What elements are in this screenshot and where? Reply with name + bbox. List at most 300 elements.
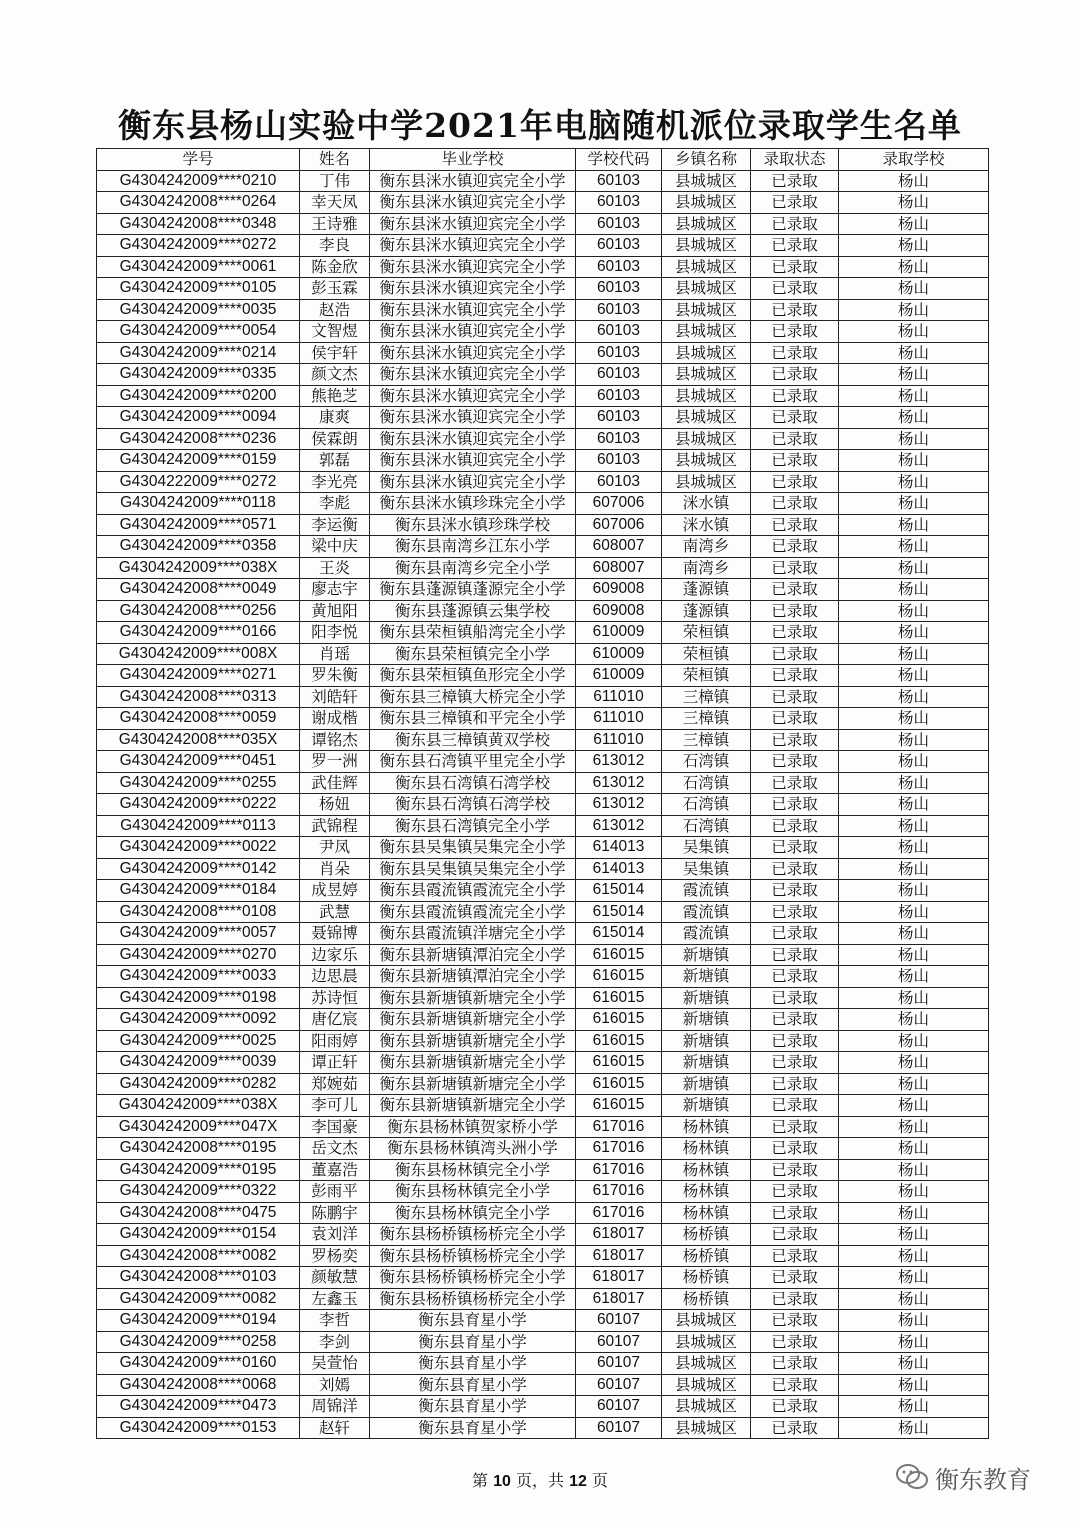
graduated-school-cell: 衡东县洣水镇迎宾完全小学	[370, 342, 576, 364]
admitting-school-cell: 杨山	[839, 837, 989, 859]
admitting-school-cell: 杨山	[839, 1116, 989, 1138]
admitting-school-cell: 杨山	[839, 923, 989, 945]
school-code-cell: 60103	[576, 299, 662, 321]
graduated-school-cell: 衡东县洣水镇迎宾完全小学	[370, 450, 576, 472]
admitting-school-cell: 杨山	[839, 514, 989, 536]
admission-status-cell: 已录取	[751, 1181, 839, 1203]
table-row	[97, 1095, 989, 1117]
school-code-cell: 613012	[576, 815, 662, 837]
wechat-icon	[895, 1462, 929, 1492]
student-id-cell: G4304242009****0142	[97, 858, 300, 880]
school-code-cell: 616015	[576, 987, 662, 1009]
town-cell: 南湾乡	[662, 557, 751, 579]
town-cell: 县城城区	[662, 385, 751, 407]
town-cell: 县城城区	[662, 364, 751, 386]
admission-status-cell: 已录取	[751, 385, 839, 407]
admission-status-cell: 已录取	[751, 321, 839, 343]
admission-status-cell: 已录取	[751, 364, 839, 386]
student-name-cell: 陈鹏宇	[300, 1202, 370, 1224]
town-cell: 县城城区	[662, 471, 751, 493]
school-code-cell: 60107	[576, 1331, 662, 1353]
school-code-cell: 60107	[576, 1396, 662, 1418]
graduated-school-cell: 衡东县南湾乡江东小学	[370, 536, 576, 558]
school-code-cell: 610009	[576, 643, 662, 665]
student-id-cell: G4304242009****008X	[97, 643, 300, 665]
admission-status-cell: 已录取	[751, 880, 839, 902]
school-code-cell: 60103	[576, 192, 662, 214]
admitting-school-cell: 杨山	[839, 1052, 989, 1074]
admission-status-cell: 已录取	[751, 837, 839, 859]
graduated-school-cell: 衡东县育星小学	[370, 1353, 576, 1375]
graduated-school-cell: 衡东县霞流镇洋塘完全小学	[370, 923, 576, 945]
table-row	[97, 364, 989, 386]
graduated-school-cell: 衡东县育星小学	[370, 1417, 576, 1439]
student-name-cell: 李光亮	[300, 471, 370, 493]
student-id-cell: G4304242009****0258	[97, 1331, 300, 1353]
graduated-school-cell: 衡东县石湾镇平里完全小学	[370, 751, 576, 773]
town-cell: 杨林镇	[662, 1181, 751, 1203]
admission-status-cell: 已录取	[751, 514, 839, 536]
student-name-cell: 成昱婷	[300, 880, 370, 902]
graduated-school-cell: 衡东县杨桥镇杨桥完全小学	[370, 1288, 576, 1310]
admitting-school-cell: 杨山	[839, 622, 989, 644]
graduated-school-cell: 衡东县杨林镇完全小学	[370, 1181, 576, 1203]
graduated-school-cell: 衡东县洣水镇珍珠学校	[370, 514, 576, 536]
footer-prefix: 第	[472, 1471, 494, 1490]
student-id-cell: G4304242009****0194	[97, 1310, 300, 1332]
town-cell: 杨林镇	[662, 1138, 751, 1160]
table-row	[97, 235, 989, 257]
student-id-cell: G4304242009****0210	[97, 170, 300, 192]
town-cell: 新塘镇	[662, 1052, 751, 1074]
student-id-cell: G4304242008****0195	[97, 1138, 300, 1160]
admitting-school-cell: 杨山	[839, 1073, 989, 1095]
footer-total-pages: 12	[569, 1473, 587, 1490]
admitting-school-cell: 杨山	[839, 364, 989, 386]
graduated-school-cell: 衡东县三樟镇和平完全小学	[370, 708, 576, 730]
student-id-cell: G4304242009****0473	[97, 1396, 300, 1418]
admitting-school-cell: 杨山	[839, 1202, 989, 1224]
graduated-school-cell: 衡东县石湾镇石湾学校	[370, 772, 576, 794]
student-id-cell: G4304242009****0025	[97, 1030, 300, 1052]
admission-status-cell: 已录取	[751, 944, 839, 966]
school-code-cell: 60103	[576, 450, 662, 472]
admitting-school-cell: 杨山	[839, 235, 989, 257]
graduated-school-cell: 衡东县杨林镇完全小学	[370, 1159, 576, 1181]
admission-status-cell: 已录取	[751, 622, 839, 644]
school-code-cell: 607006	[576, 493, 662, 515]
admitting-school-cell: 杨山	[839, 536, 989, 558]
school-code-cell: 609008	[576, 579, 662, 601]
student-name-cell: 赵轩	[300, 1417, 370, 1439]
school-code-cell: 610009	[576, 665, 662, 687]
student-id-cell: G4304242009****0154	[97, 1224, 300, 1246]
student-name-cell: 唐亿宸	[300, 1009, 370, 1031]
town-cell: 县城城区	[662, 1396, 751, 1418]
student-name-cell: 董嘉浩	[300, 1159, 370, 1181]
town-cell: 县城城区	[662, 428, 751, 450]
table-row	[97, 536, 989, 558]
admission-status-cell: 已录取	[751, 923, 839, 945]
admitting-school-cell: 杨山	[839, 1095, 989, 1117]
footer-suffix: 页	[586, 1471, 608, 1490]
school-code-cell: 616015	[576, 966, 662, 988]
watermark	[895, 1460, 1031, 1494]
table-row	[97, 600, 989, 622]
student-id-cell: G4304242009****0105	[97, 278, 300, 300]
table-row	[97, 1009, 989, 1031]
student-id-cell: G4304242009****0118	[97, 493, 300, 515]
graduated-school-cell: 衡东县洣水镇迎宾完全小学	[370, 428, 576, 450]
table-row	[97, 858, 989, 880]
town-cell: 杨林镇	[662, 1202, 751, 1224]
student-id-cell: G4304242009****0057	[97, 923, 300, 945]
student-name-cell: 李彪	[300, 493, 370, 515]
student-id-cell: G4304242009****0033	[97, 966, 300, 988]
school-code-cell: 618017	[576, 1267, 662, 1289]
admission-status-cell: 已录取	[751, 428, 839, 450]
student-id-cell: G4304242008****0348	[97, 213, 300, 235]
town-cell: 新塘镇	[662, 944, 751, 966]
graduated-school-cell: 衡东县新塘镇潭泊完全小学	[370, 966, 576, 988]
school-code-cell: 613012	[576, 751, 662, 773]
header-name: 姓名	[300, 149, 370, 171]
admission-status-cell: 已录取	[751, 256, 839, 278]
table-row	[97, 686, 989, 708]
admission-status-cell: 已录取	[751, 170, 839, 192]
student-name-cell: 王炎	[300, 557, 370, 579]
admitting-school-cell: 杨山	[839, 600, 989, 622]
graduated-school-cell: 衡东县洣水镇迎宾完全小学	[370, 170, 576, 192]
header-graduated-school: 毕业学校	[370, 149, 576, 171]
admitting-school-cell: 杨山	[839, 901, 989, 923]
student-id-cell: G4304242009****038X	[97, 557, 300, 579]
admission-status-cell: 已录取	[751, 772, 839, 794]
admission-status-cell: 已录取	[751, 299, 839, 321]
admission-status-cell: 已录取	[751, 557, 839, 579]
admission-status-cell: 已录取	[751, 751, 839, 773]
admission-status-cell: 已录取	[751, 1138, 839, 1160]
school-code-cell: 60103	[576, 235, 662, 257]
admission-status-cell: 已录取	[751, 213, 839, 235]
table-row	[97, 1073, 989, 1095]
student-id-cell: G4304242009****038X	[97, 1095, 300, 1117]
student-id-cell: G4304242008****0103	[97, 1267, 300, 1289]
admitting-school-cell: 杨山	[839, 1009, 989, 1031]
graduated-school-cell: 衡东县霞流镇霞流完全小学	[370, 901, 576, 923]
admitting-school-cell: 杨山	[839, 471, 989, 493]
school-code-cell: 613012	[576, 772, 662, 794]
town-cell: 杨桥镇	[662, 1288, 751, 1310]
graduated-school-cell: 衡东县三樟镇黄双学校	[370, 729, 576, 751]
student-id-cell: G4304242009****0282	[97, 1073, 300, 1095]
table-row	[97, 794, 989, 816]
student-id-cell: G4304222009****0272	[97, 471, 300, 493]
graduated-school-cell: 衡东县三樟镇大桥完全小学	[370, 686, 576, 708]
town-cell: 杨桥镇	[662, 1267, 751, 1289]
town-cell: 石湾镇	[662, 794, 751, 816]
admission-table	[96, 148, 989, 1439]
table-row	[97, 880, 989, 902]
student-id-cell: G4304242008****035X	[97, 729, 300, 751]
town-cell: 三樟镇	[662, 686, 751, 708]
town-cell: 新塘镇	[662, 1073, 751, 1095]
town-cell: 县城城区	[662, 192, 751, 214]
admitting-school-cell: 杨山	[839, 1245, 989, 1267]
school-code-cell: 60103	[576, 364, 662, 386]
graduated-school-cell: 衡东县新塘镇新塘完全小学	[370, 1095, 576, 1117]
town-cell: 县城城区	[662, 1417, 751, 1439]
table-row	[97, 837, 989, 859]
table-body	[97, 170, 989, 1439]
admitting-school-cell: 杨山	[839, 1030, 989, 1052]
school-code-cell: 607006	[576, 514, 662, 536]
student-name-cell: 刘嫣	[300, 1374, 370, 1396]
student-id-cell: G4304242009****0272	[97, 235, 300, 257]
table-row	[97, 256, 989, 278]
student-name-cell: 幸天凤	[300, 192, 370, 214]
table-row	[97, 772, 989, 794]
student-id-cell: G4304242009****0571	[97, 514, 300, 536]
graduated-school-cell: 衡东县石湾镇石湾学校	[370, 794, 576, 816]
school-code-cell: 616015	[576, 1073, 662, 1095]
graduated-school-cell: 衡东县洣水镇迎宾完全小学	[370, 235, 576, 257]
student-name-cell: 李可儿	[300, 1095, 370, 1117]
school-code-cell: 60107	[576, 1310, 662, 1332]
header-admission-status: 录取状态	[751, 149, 839, 171]
admitting-school-cell: 杨山	[839, 213, 989, 235]
student-name-cell: 熊艳芝	[300, 385, 370, 407]
graduated-school-cell: 衡东县荣桓镇完全小学	[370, 643, 576, 665]
student-name-cell: 武锦程	[300, 815, 370, 837]
student-name-cell: 吴萱怡	[300, 1353, 370, 1375]
town-cell: 霞流镇	[662, 880, 751, 902]
student-name-cell: 边思晨	[300, 966, 370, 988]
table-row	[97, 987, 989, 1009]
admission-status-cell: 已录取	[751, 1095, 839, 1117]
school-code-cell: 611010	[576, 686, 662, 708]
table-row	[97, 170, 989, 192]
admission-status-cell: 已录取	[751, 235, 839, 257]
student-name-cell: 袁刘洋	[300, 1224, 370, 1246]
admission-status-cell: 已录取	[751, 1073, 839, 1095]
admitting-school-cell: 杨山	[839, 665, 989, 687]
town-cell: 石湾镇	[662, 751, 751, 773]
student-name-cell: 罗杨奕	[300, 1245, 370, 1267]
student-name-cell: 武慧	[300, 901, 370, 923]
town-cell: 县城城区	[662, 321, 751, 343]
town-cell: 县城城区	[662, 450, 751, 472]
town-cell: 霞流镇	[662, 901, 751, 923]
student-name-cell: 梁中庆	[300, 536, 370, 558]
school-code-cell: 609008	[576, 600, 662, 622]
admission-status-cell: 已录取	[751, 192, 839, 214]
admitting-school-cell: 杨山	[839, 1288, 989, 1310]
school-code-cell: 617016	[576, 1159, 662, 1181]
admitting-school-cell: 杨山	[839, 278, 989, 300]
student-name-cell: 李哲	[300, 1310, 370, 1332]
town-cell: 县城城区	[662, 407, 751, 429]
town-cell: 杨林镇	[662, 1159, 751, 1181]
town-cell: 荣桓镇	[662, 665, 751, 687]
table-row	[97, 729, 989, 751]
table-row	[97, 1052, 989, 1074]
town-cell: 洣水镇	[662, 514, 751, 536]
student-name-cell: 谢成楷	[300, 708, 370, 730]
town-cell: 县城城区	[662, 1374, 751, 1396]
student-name-cell: 武佳辉	[300, 772, 370, 794]
admission-status-cell: 已录取	[751, 1224, 839, 1246]
school-code-cell: 60103	[576, 385, 662, 407]
admission-status-cell: 已录取	[751, 1396, 839, 1418]
admission-status-cell: 已录取	[751, 579, 839, 601]
admission-status-cell: 已录取	[751, 1245, 839, 1267]
admitting-school-cell: 杨山	[839, 708, 989, 730]
admission-status-cell: 已录取	[751, 1052, 839, 1074]
admitting-school-cell: 杨山	[839, 686, 989, 708]
school-code-cell: 617016	[576, 1116, 662, 1138]
student-name-cell: 聂锦博	[300, 923, 370, 945]
admitting-school-cell: 杨山	[839, 1396, 989, 1418]
table-row	[97, 342, 989, 364]
student-id-cell: G4304242008****0256	[97, 600, 300, 622]
student-name-cell: 王诗雅	[300, 213, 370, 235]
table-row	[97, 1181, 989, 1203]
admitting-school-cell: 杨山	[839, 944, 989, 966]
graduated-school-cell: 衡东县洣水镇珍珠完全小学	[370, 493, 576, 515]
school-code-cell: 60107	[576, 1353, 662, 1375]
school-code-cell: 616015	[576, 1009, 662, 1031]
school-code-cell: 60103	[576, 256, 662, 278]
student-id-cell: G4304242009****0094	[97, 407, 300, 429]
table-row	[97, 1396, 989, 1418]
town-cell: 县城城区	[662, 256, 751, 278]
admission-status-cell: 已录取	[751, 471, 839, 493]
admitting-school-cell: 杨山	[839, 299, 989, 321]
graduated-school-cell: 衡东县洣水镇迎宾完全小学	[370, 471, 576, 493]
town-cell: 吴集镇	[662, 858, 751, 880]
graduated-school-cell: 衡东县洣水镇迎宾完全小学	[370, 256, 576, 278]
admitting-school-cell: 杨山	[839, 815, 989, 837]
town-cell: 新塘镇	[662, 966, 751, 988]
student-name-cell: 刘皓轩	[300, 686, 370, 708]
student-id-cell: G4304242009****0054	[97, 321, 300, 343]
student-id-cell: G4304242009****0214	[97, 342, 300, 364]
admitting-school-cell: 杨山	[839, 579, 989, 601]
table-row	[97, 1224, 989, 1246]
graduated-school-cell: 衡东县新塘镇新塘完全小学	[370, 1030, 576, 1052]
student-id-cell: G4304242009****0198	[97, 987, 300, 1009]
school-code-cell: 616015	[576, 944, 662, 966]
table-row	[97, 1202, 989, 1224]
student-id-cell: G4304242009****0270	[97, 944, 300, 966]
admitting-school-cell: 杨山	[839, 751, 989, 773]
student-name-cell: 肖瑶	[300, 643, 370, 665]
student-name-cell: 文智煜	[300, 321, 370, 343]
admission-status-cell: 已录取	[751, 1374, 839, 1396]
graduated-school-cell: 衡东县杨林镇贺家桥小学	[370, 1116, 576, 1138]
admitting-school-cell: 杨山	[839, 450, 989, 472]
admission-status-cell: 已录取	[751, 493, 839, 515]
student-name-cell: 边家乐	[300, 944, 370, 966]
admission-status-cell: 已录取	[751, 1116, 839, 1138]
student-name-cell: 周锦洋	[300, 1396, 370, 1418]
table-row	[97, 1159, 989, 1181]
town-cell: 县城城区	[662, 213, 751, 235]
graduated-school-cell: 衡东县新塘镇新塘完全小学	[370, 987, 576, 1009]
admitting-school-cell: 杨山	[839, 729, 989, 751]
admission-status-cell: 已录取	[751, 1331, 839, 1353]
admitting-school-cell: 杨山	[839, 1310, 989, 1332]
footer-middle: 页，共	[510, 1471, 570, 1490]
admitting-school-cell: 杨山	[839, 428, 989, 450]
student-name-cell: 彭玉霖	[300, 278, 370, 300]
admission-status-cell: 已录取	[751, 858, 839, 880]
graduated-school-cell: 衡东县新塘镇新塘完全小学	[370, 1052, 576, 1074]
student-name-cell: 颜文杰	[300, 364, 370, 386]
student-name-cell: 杨妞	[300, 794, 370, 816]
admission-status-cell: 已录取	[751, 342, 839, 364]
admission-status-cell: 已录取	[751, 815, 839, 837]
admission-status-cell: 已录取	[751, 450, 839, 472]
student-name-cell: 罗一洲	[300, 751, 370, 773]
student-name-cell: 黄旭阳	[300, 600, 370, 622]
table-row	[97, 815, 989, 837]
student-name-cell: 罗朱衡	[300, 665, 370, 687]
school-code-cell: 618017	[576, 1288, 662, 1310]
graduated-school-cell: 衡东县洣水镇迎宾完全小学	[370, 407, 576, 429]
admission-status-cell: 已录取	[751, 643, 839, 665]
admitting-school-cell: 杨山	[839, 987, 989, 1009]
town-cell: 石湾镇	[662, 815, 751, 837]
graduated-school-cell: 衡东县荣桓镇鱼形完全小学	[370, 665, 576, 687]
table-row	[97, 471, 989, 493]
graduated-school-cell: 衡东县杨林镇完全小学	[370, 1202, 576, 1224]
admission-status-cell: 已录取	[751, 407, 839, 429]
student-id-cell: G4304242009****0035	[97, 299, 300, 321]
student-id-cell: G4304242009****0039	[97, 1052, 300, 1074]
student-id-cell: G4304242009****0222	[97, 794, 300, 816]
graduated-school-cell: 衡东县育星小学	[370, 1310, 576, 1332]
admitting-school-cell: 杨山	[839, 1138, 989, 1160]
student-name-cell: 谭正轩	[300, 1052, 370, 1074]
admitting-school-cell: 杨山	[839, 1159, 989, 1181]
admitting-school-cell: 杨山	[839, 794, 989, 816]
student-name-cell: 谭铭杰	[300, 729, 370, 751]
header-student-id: 学号	[97, 149, 300, 171]
town-cell: 新塘镇	[662, 1030, 751, 1052]
school-code-cell: 615014	[576, 901, 662, 923]
footer-page-number: 10	[493, 1473, 511, 1490]
header-school-code: 学校代码	[576, 149, 662, 171]
table-row	[97, 1417, 989, 1439]
school-code-cell: 60103	[576, 471, 662, 493]
graduated-school-cell: 衡东县洣水镇迎宾完全小学	[370, 385, 576, 407]
student-name-cell: 阳雨婷	[300, 1030, 370, 1052]
student-name-cell: 陈金欣	[300, 256, 370, 278]
student-id-cell: G4304242009****0166	[97, 622, 300, 644]
school-code-cell: 60103	[576, 321, 662, 343]
admission-status-cell: 已录取	[751, 1288, 839, 1310]
student-name-cell: 侯宇轩	[300, 342, 370, 364]
town-cell: 南湾乡	[662, 536, 751, 558]
school-code-cell: 60103	[576, 342, 662, 364]
table-row	[97, 385, 989, 407]
town-cell: 县城城区	[662, 1310, 751, 1332]
admission-status-cell: 已录取	[751, 686, 839, 708]
admitting-school-cell: 杨山	[839, 643, 989, 665]
graduated-school-cell: 衡东县洣水镇迎宾完全小学	[370, 299, 576, 321]
